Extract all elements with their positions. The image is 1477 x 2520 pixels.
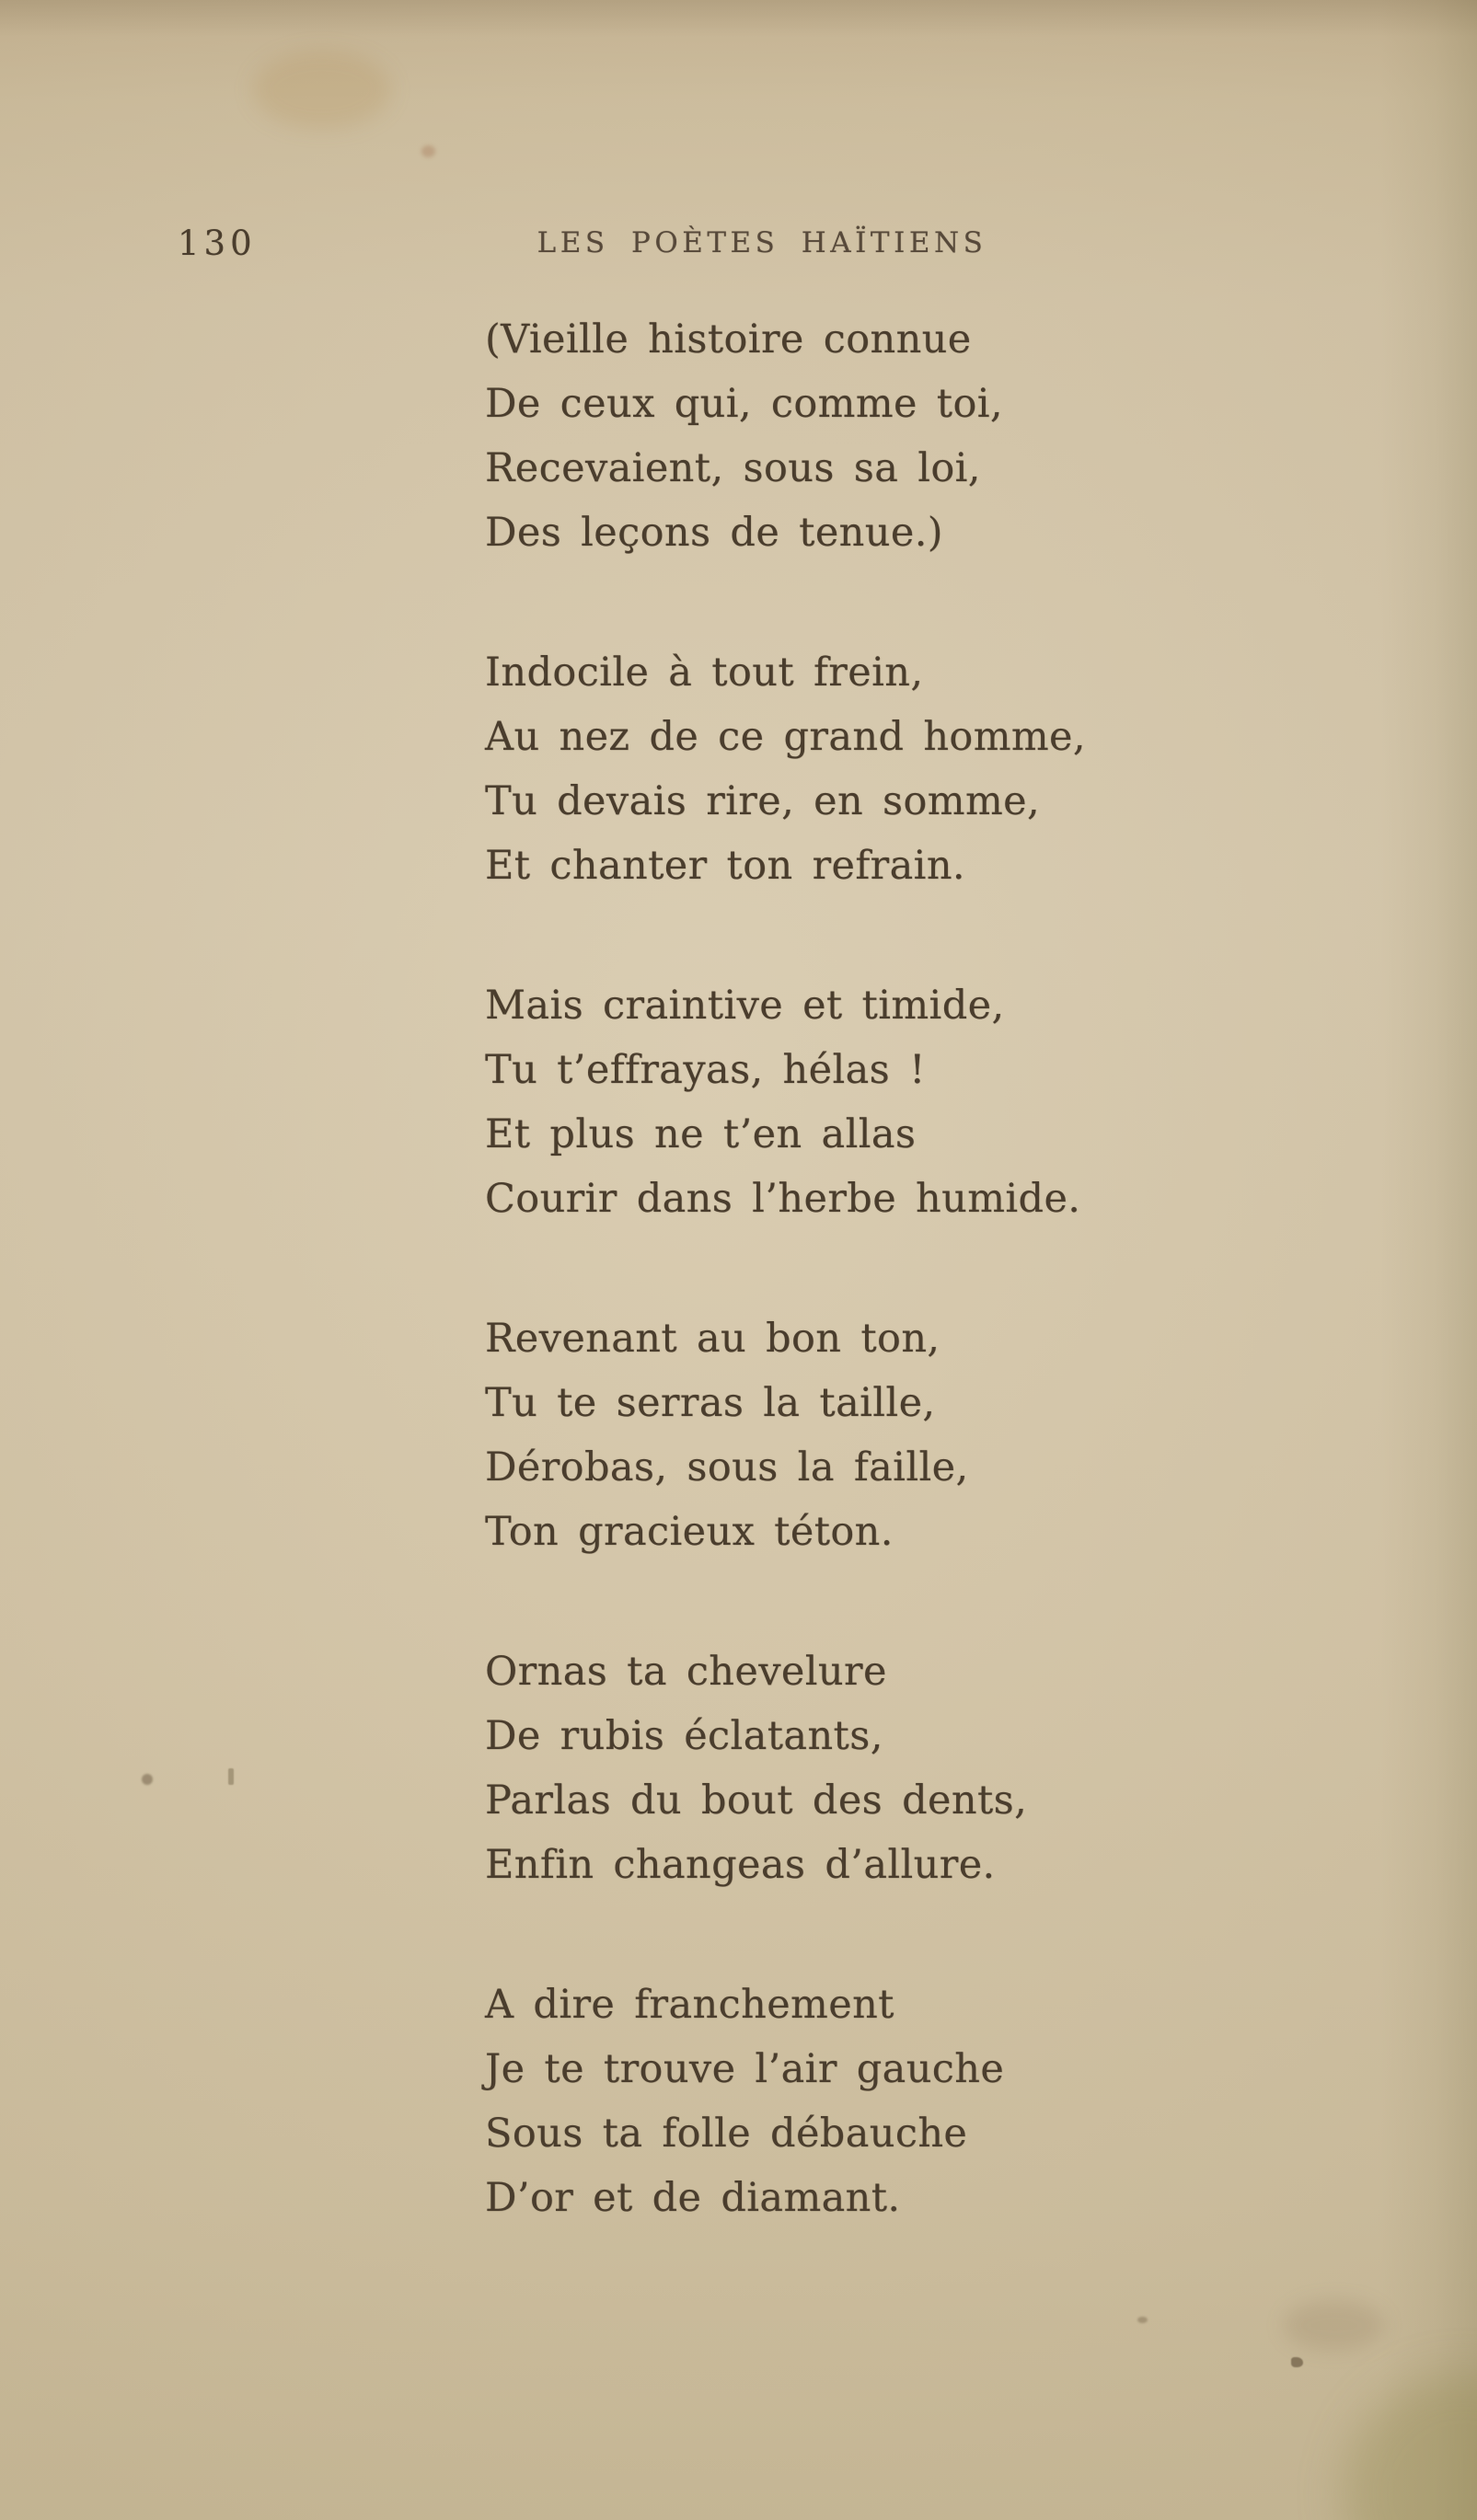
poem-line: Au nez de ce grand homme,	[485, 714, 1086, 760]
poem-line: De rubis éclatants,	[485, 1713, 883, 1759]
paper-speck	[228, 1768, 234, 1785]
page-number: 130	[178, 224, 257, 263]
poem-line: Parlas du bout des dents,	[485, 1778, 1028, 1824]
poem-line: Indocile à tout frein,	[485, 650, 924, 696]
poem-line: D’or et de diamant.	[485, 2175, 901, 2221]
poem-line: Tu t’effrayas, hélas !	[485, 1047, 926, 1093]
poem-line: De ceux qui, comme toi,	[485, 381, 1003, 427]
poem-stanza	[485, 640, 1086, 898]
poem-line: Recevaient, sous sa loi,	[485, 445, 981, 491]
paper-speck	[421, 145, 435, 157]
poem	[485, 307, 1086, 2306]
poem-line: Tu te serras la taille,	[485, 1380, 936, 1426]
poem-line: Revenant au bon ton,	[485, 1316, 940, 1362]
poem-line: Mais craintive et timide,	[485, 983, 1005, 1029]
poem-line: Des leçons de tenue.)	[485, 510, 943, 556]
paper-stain	[1284, 2300, 1385, 2351]
poem-line: Enfin changeas d’allure.	[485, 1842, 996, 1888]
poem-line: Et plus ne t’en allas	[485, 1111, 917, 1157]
paper-stain	[253, 51, 391, 129]
paper-speck	[142, 1774, 153, 1785]
poem-stanza	[485, 1973, 1086, 2230]
corner-discoloration	[1344, 2374, 1477, 2520]
top-edge-shading	[0, 0, 1477, 37]
running-title: LES POÈTES HAÏTIENS	[537, 226, 987, 259]
poem-line: Je te trouve l’air gauche	[485, 2046, 1005, 2092]
poem-line: (Vieille histoire connue	[485, 316, 972, 362]
poem-line: Et chanter ton refrain.	[485, 843, 965, 889]
poem-line: Sous ta folle débauche	[485, 2111, 968, 2157]
paper-speck	[1137, 2317, 1148, 2323]
poem-line: A dire franchement	[485, 1982, 894, 2028]
paper-speck	[1291, 2357, 1303, 2367]
poem-stanza	[485, 1640, 1086, 1897]
poem-line: Courir dans l’herbe humide.	[485, 1176, 1081, 1222]
poem-line: Ornas ta chevelure	[485, 1649, 887, 1695]
poem-line: Tu devais rire, en somme,	[485, 778, 1041, 824]
poem-stanza	[485, 1306, 1086, 1564]
poem-line: Ton gracieux téton.	[485, 1509, 894, 1555]
poem-stanza	[485, 973, 1086, 1231]
poem-stanza	[485, 307, 1086, 565]
poem-line: Dérobas, sous la faille,	[485, 1444, 969, 1490]
